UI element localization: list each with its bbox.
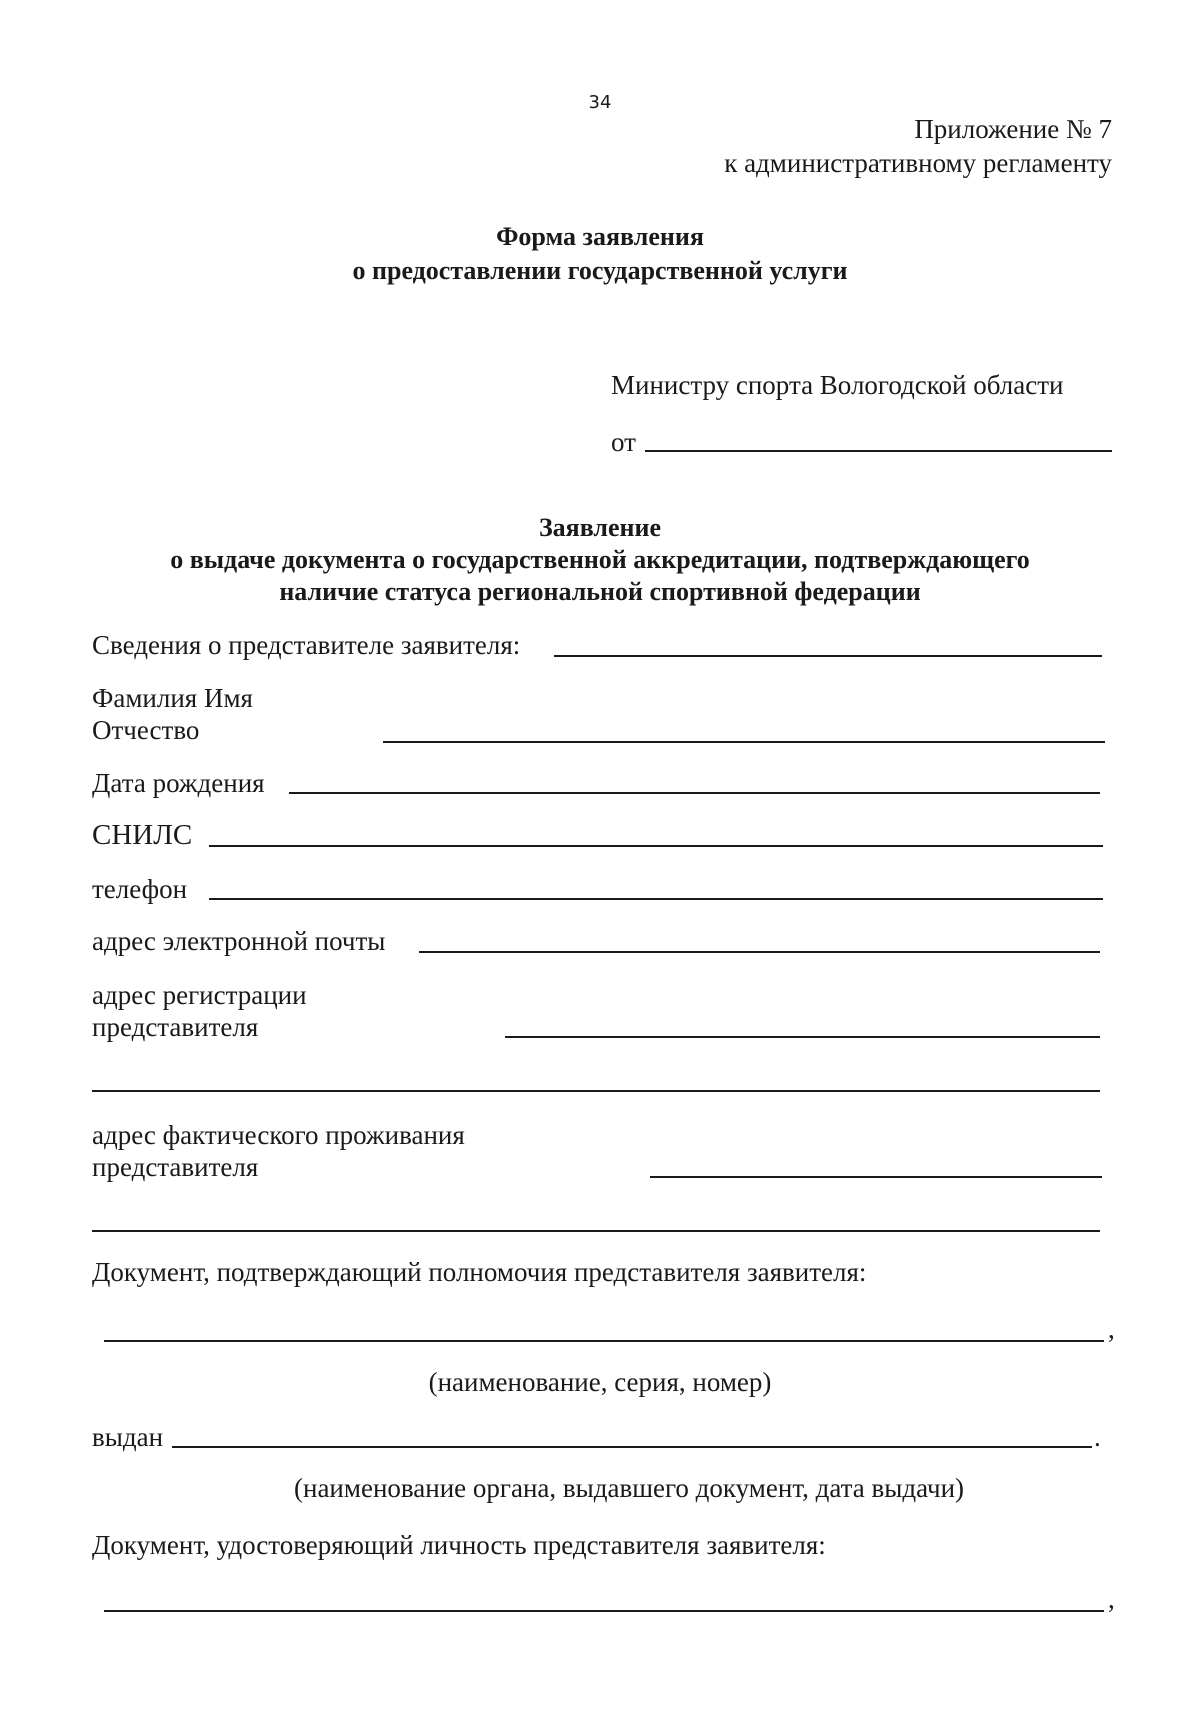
full-name-label-line-1: Фамилия Имя: [92, 683, 253, 713]
representative-info-field[interactable]: [554, 655, 1102, 657]
email-label: адрес электронной почты: [92, 926, 386, 956]
reg-address-label-line-1: адрес регистрации: [92, 980, 307, 1010]
phone-field[interactable]: [209, 898, 1103, 900]
addressee-from-label: от: [611, 427, 636, 457]
statement-title-line-2: о выдаче документа о государственной аккредитации, подтверждающего: [170, 545, 1030, 574]
page-number: 34: [588, 92, 612, 113]
statement-title-line-3: наличие статуса региональной спортивной федерации: [279, 577, 921, 606]
actual-address-label-line-2: представителя: [92, 1152, 259, 1182]
addressee-to: Министру спорта Вологодской области: [611, 370, 1064, 400]
addressee-from-field[interactable]: [645, 450, 1112, 452]
email-field[interactable]: [419, 951, 1100, 953]
snils-field[interactable]: [209, 845, 1103, 847]
phone-label: телефон: [92, 874, 188, 904]
full-name-field[interactable]: [383, 741, 1105, 743]
authority-doc-trail: ,: [1108, 1314, 1115, 1344]
authority-doc-caption: (наименование, серия, номер): [428, 1367, 772, 1397]
identity-doc-trail: ,: [1108, 1584, 1115, 1614]
reg-address-field[interactable]: [505, 1036, 1100, 1038]
form-title-line-1: Форма заявления: [496, 222, 704, 251]
reg-address-field-continued[interactable]: [92, 1090, 1100, 1092]
issued-trail: .: [1094, 1422, 1101, 1452]
full-name-label-line-2: Отчество: [92, 715, 200, 745]
identity-doc-label: Документ, удостоверяющий личность представителя заявителя:: [92, 1530, 826, 1560]
form-title-line-2: о предоставлении государственной услуги: [352, 256, 848, 285]
issued-field[interactable]: [172, 1446, 1092, 1448]
issued-label: выдан: [92, 1422, 164, 1452]
statement-title-line-1: Заявление: [538, 513, 662, 542]
authority-doc-field[interactable]: [104, 1340, 1104, 1342]
actual-address-field-continued[interactable]: [92, 1230, 1100, 1232]
birth-date-label: Дата рождения: [92, 768, 265, 798]
representative-info-label: Сведения о представителе заявителя:: [92, 630, 521, 660]
authority-doc-label: Документ, подтверждающий полномочия представителя заявителя:: [92, 1257, 867, 1287]
appendix-line-2: к административному регламенту: [724, 148, 1112, 178]
issued-caption: (наименование органа, выдавшего документ, дата выдачи): [294, 1473, 965, 1503]
appendix-line-1: Приложение № 7: [914, 114, 1112, 144]
actual-address-field[interactable]: [650, 1176, 1102, 1178]
identity-doc-field[interactable]: [104, 1610, 1104, 1612]
snils-label: СНИЛС: [92, 819, 193, 851]
reg-address-label-line-2: представителя: [92, 1012, 259, 1042]
actual-address-label-line-1: адрес фактического проживания: [92, 1120, 465, 1150]
birth-date-field[interactable]: [289, 792, 1100, 794]
